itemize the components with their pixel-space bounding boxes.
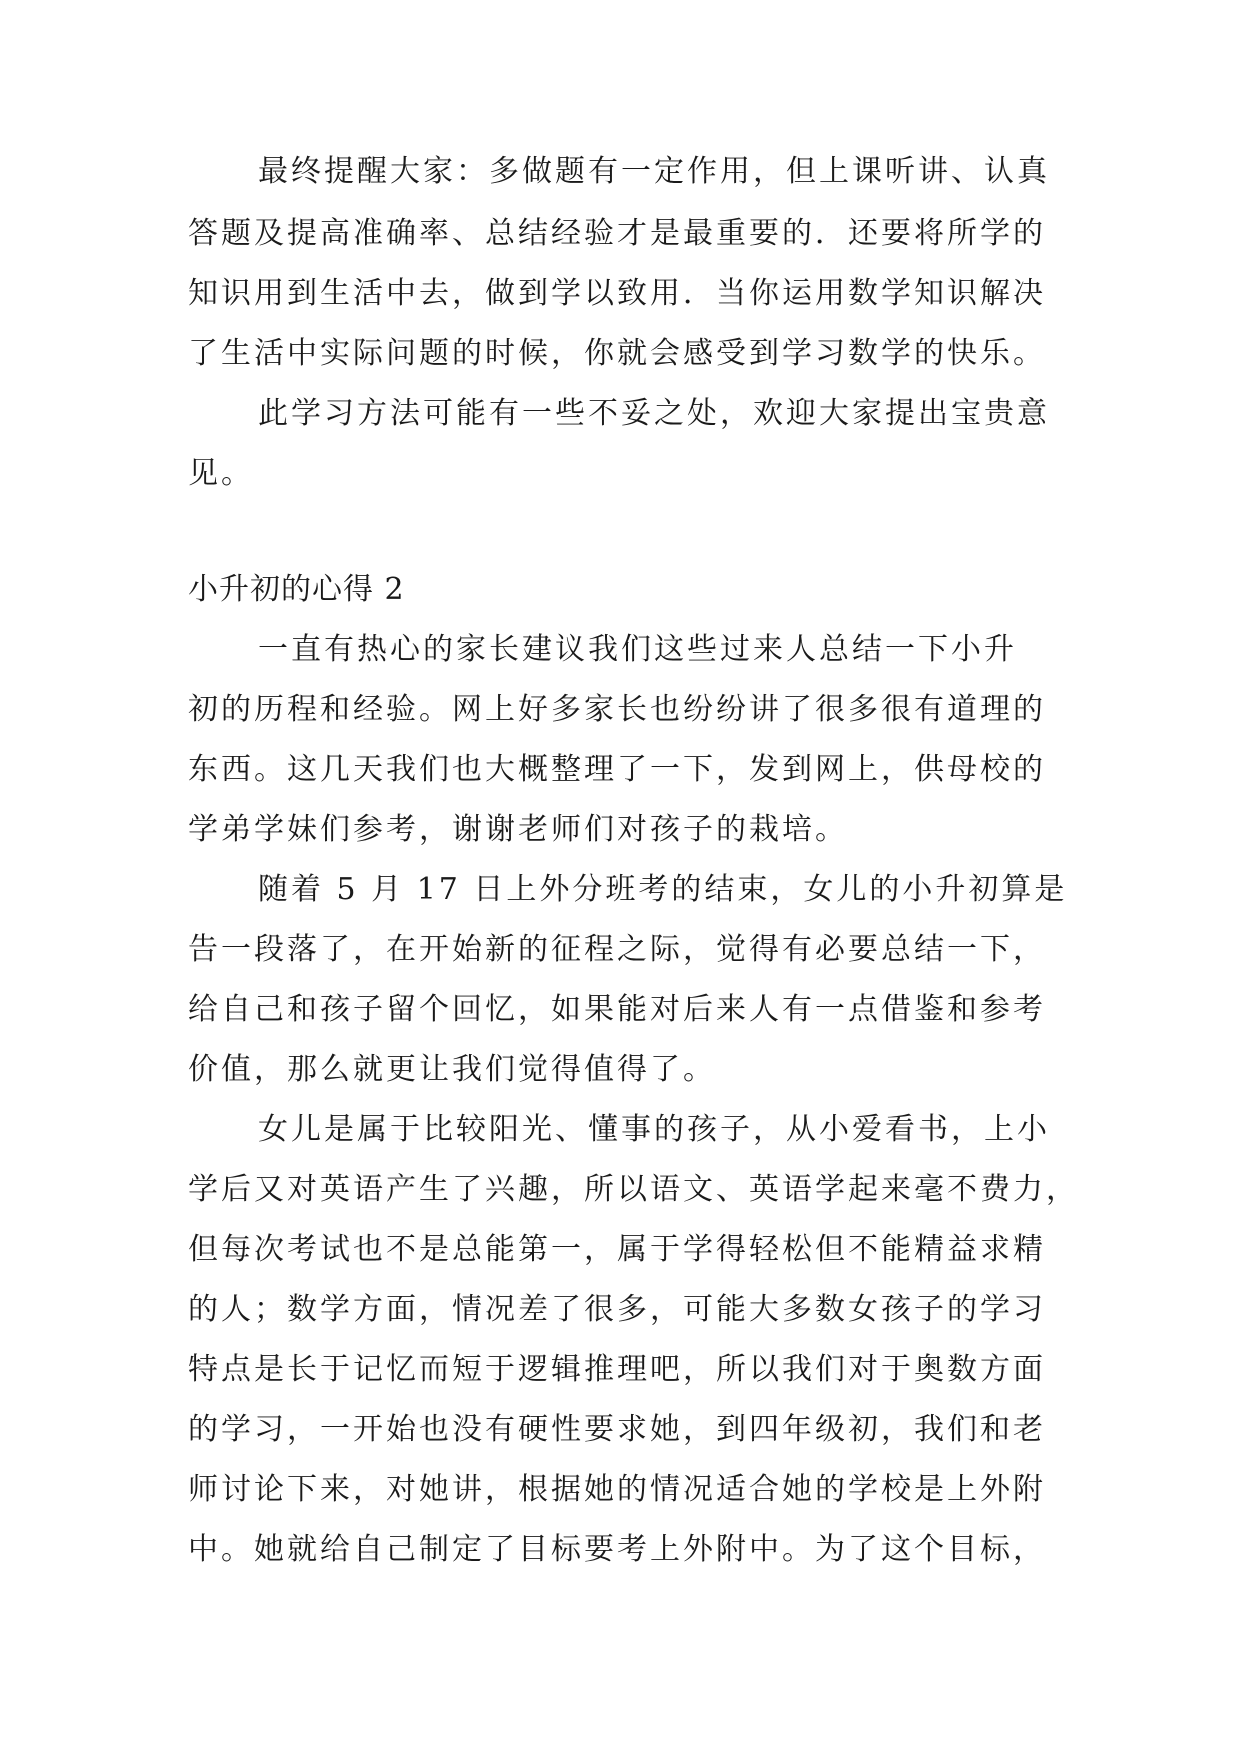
paragraph-line: 知识用到生活中去，做到学以致用．当你运用数学知识解决 [188,276,1046,311]
paragraph-line: 特点是长于记忆而短于逻辑推理吧，所以我们对于奥数方面 [188,1352,1046,1387]
paragraph-line: 价值，那么就更让我们觉得值得了。 [188,1052,716,1087]
section-heading: 小升初的心得 2 [188,572,405,607]
paragraph-line: 但每次考试也不是总能第一，属于学得轻松但不能精益求精 [188,1232,1046,1267]
paragraph-line: 答题及提高准确率、总结经验才是最重要的．还要将所学的 [188,216,1046,251]
paragraph-line: 女儿是属于比较阳光、懂事的孩子，从小爱看书，上小 [258,1112,1050,1147]
paragraph-line: 学后又对英语产生了兴趣，所以语文、英语学起来毫不费力， [188,1172,1079,1207]
paragraph-line: 一直有热心的家长建议我们这些过来人总结一下小升 [258,632,1017,667]
paragraph-line: 见。 [188,456,254,491]
paragraph-line: 的人；数学方面，情况差了很多，可能大多数女孩子的学习 [188,1292,1046,1327]
paragraph-line: 中。她就给自己制定了目标要考上外附中。为了这个目标， [188,1532,1046,1567]
paragraph-line: 最终提醒大家：多做题有一定作用，但上课听讲、认真 [258,154,1050,189]
paragraph-line: 此学习方法可能有一些不妥之处，欢迎大家提出宝贵意 [258,396,1050,431]
paragraph-line: 了生活中实际问题的时候，你就会感受到学习数学的快乐。 [188,336,1046,371]
paragraph-line: 初的历程和经验。网上好多家长也纷纷讲了很多很有道理的 [188,692,1046,727]
paragraph-line: 给自己和孩子留个回忆，如果能对后来人有一点借鉴和参考 [188,992,1046,1027]
paragraph-line: 东西。这几天我们也大概整理了一下，发到网上，供母校的 [188,752,1046,787]
paragraph-line: 师讨论下来，对她讲，根据她的情况适合她的学校是上外附 [188,1472,1046,1507]
paragraph-line: 的学习，一开始也没有硬性要求她，到四年级初，我们和老 [188,1412,1046,1447]
paragraph-line: 告一段落了，在开始新的征程之际，觉得有必要总结一下， [188,932,1046,967]
paragraph-line: 学弟学妹们参考，谢谢老师们对孩子的栽培。 [188,812,848,847]
paragraph-line: 随着 5 月 17 日上外分班考的结束，女儿的小升初算是 [258,872,1068,907]
